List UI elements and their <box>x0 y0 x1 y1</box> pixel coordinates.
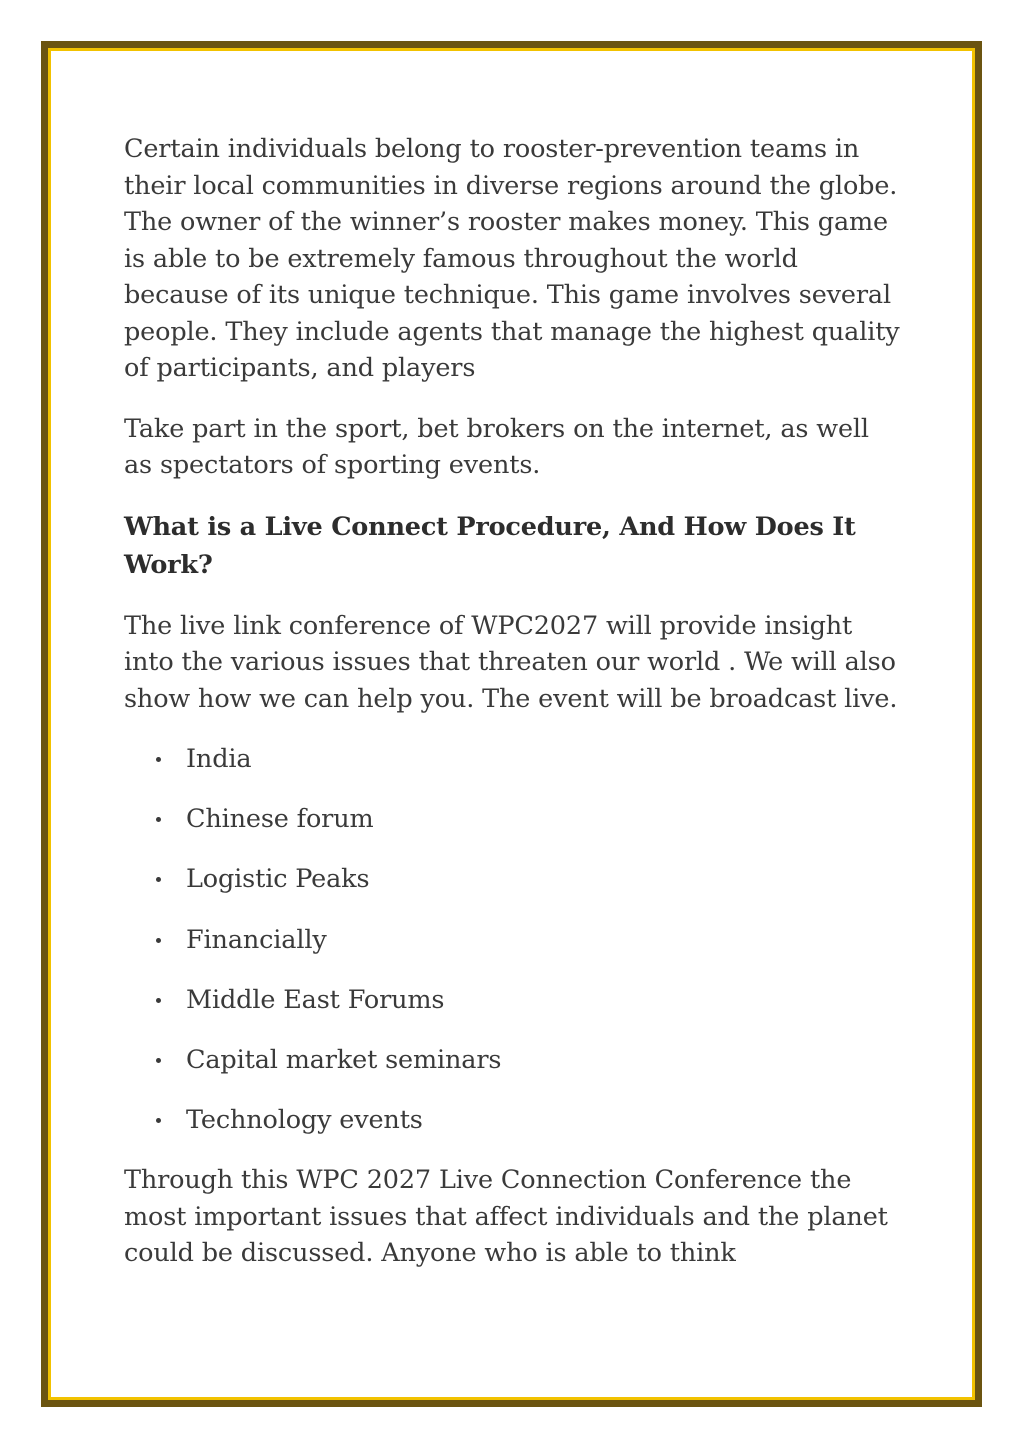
bullet-icon <box>156 998 161 1003</box>
closing-paragraph: Through this WPC 2027 Live Connection Conference the most important issues that affect individuals and the planet could be discussed. Anyone who is able to think <box>124 1165 888 1269</box>
list-item-label: India <box>186 744 252 774</box>
list-item <box>124 861 904 897</box>
list-item-label: Chinese forum <box>186 804 374 835</box>
bullet-icon <box>156 877 161 882</box>
list-item <box>124 741 904 777</box>
bullet-list <box>124 741 904 1138</box>
list-item-label: Technology events <box>186 1105 423 1136</box>
list-item-label: Capital market seminars <box>186 1044 502 1075</box>
intro-paragraph: Certain individuals belong to rooster-prevention teams in their local communities in diverse regions around the globe. The owner of the winner’s rooster makes money. This game is able to be extremely famous throughout the world because of its unique technique. This game involves several people. They include agents that manage the highest quality of participants, and players <box>124 134 900 383</box>
page-inner-border <box>48 48 975 1400</box>
list-item-label: Middle East Forums <box>186 984 445 1015</box>
live-link-paragraph: The live link conference of WPC2027 will provide insight into the various issues that threaten our world . We will also show how we can help you. The event will be broadcast live. <box>124 610 898 714</box>
document-body <box>124 131 904 1296</box>
page-border-frame <box>41 41 982 1407</box>
list-item-label: Logistic Peaks <box>186 864 370 895</box>
bullet-icon <box>156 938 161 943</box>
bullet-icon <box>156 817 161 822</box>
section-heading: What is a Live Connect Procedure, And How Does It Work? <box>124 511 856 580</box>
list-item <box>124 982 904 1018</box>
second-paragraph: Take part in the sport, bet brokers on the internet, as well as spectators of sporting events. <box>124 413 869 480</box>
bullet-icon <box>156 1058 161 1063</box>
list-item <box>124 1102 904 1138</box>
list-item <box>124 922 904 958</box>
list-item <box>124 801 904 837</box>
bullet-icon <box>156 1118 161 1123</box>
list-item-label: Financially <box>186 924 327 955</box>
bullet-icon <box>156 757 161 762</box>
list-item <box>124 1042 904 1078</box>
